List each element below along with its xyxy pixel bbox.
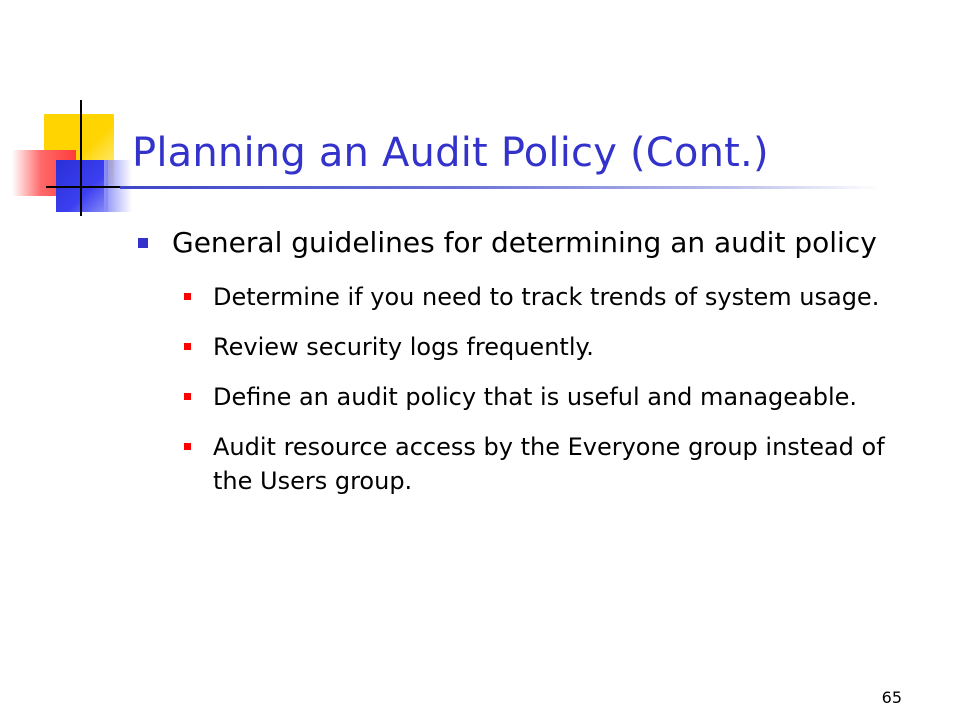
bullet-level1-text: General guidelines for determining an audit policy [172, 226, 877, 259]
sub-bullet-item [184, 280, 898, 314]
logo-vertical-line [80, 100, 82, 216]
decorative-logo-icon [0, 0, 140, 230]
square-bullet-icon [138, 238, 148, 248]
slide-content [138, 224, 898, 514]
bullet-level1 [138, 224, 898, 262]
red-square-bullet-icon [184, 443, 191, 450]
sub-bullet-text: Review security logs frequently. [213, 333, 594, 361]
red-square-bullet-icon [184, 393, 191, 400]
sub-bullet-list [184, 280, 898, 498]
red-square-bullet-icon [184, 293, 191, 300]
red-square-bullet-icon [184, 343, 191, 350]
page-number: 65 [881, 688, 902, 707]
sub-bullet-item [184, 380, 898, 414]
title-underline [120, 186, 880, 189]
sub-bullet-text: Define an audit policy that is useful and manageable. [213, 383, 858, 411]
slide-title: Planning an Audit Policy (Cont.) [132, 130, 769, 176]
sub-bullet-item [184, 330, 898, 364]
sub-bullet-text: Audit resource access by the Everyone group instead of the Users group. [213, 433, 885, 495]
sub-bullet-item [184, 430, 898, 498]
sub-bullet-text: Determine if you need to track trends of system usage. [213, 283, 880, 311]
logo-horizontal-line [46, 186, 130, 188]
